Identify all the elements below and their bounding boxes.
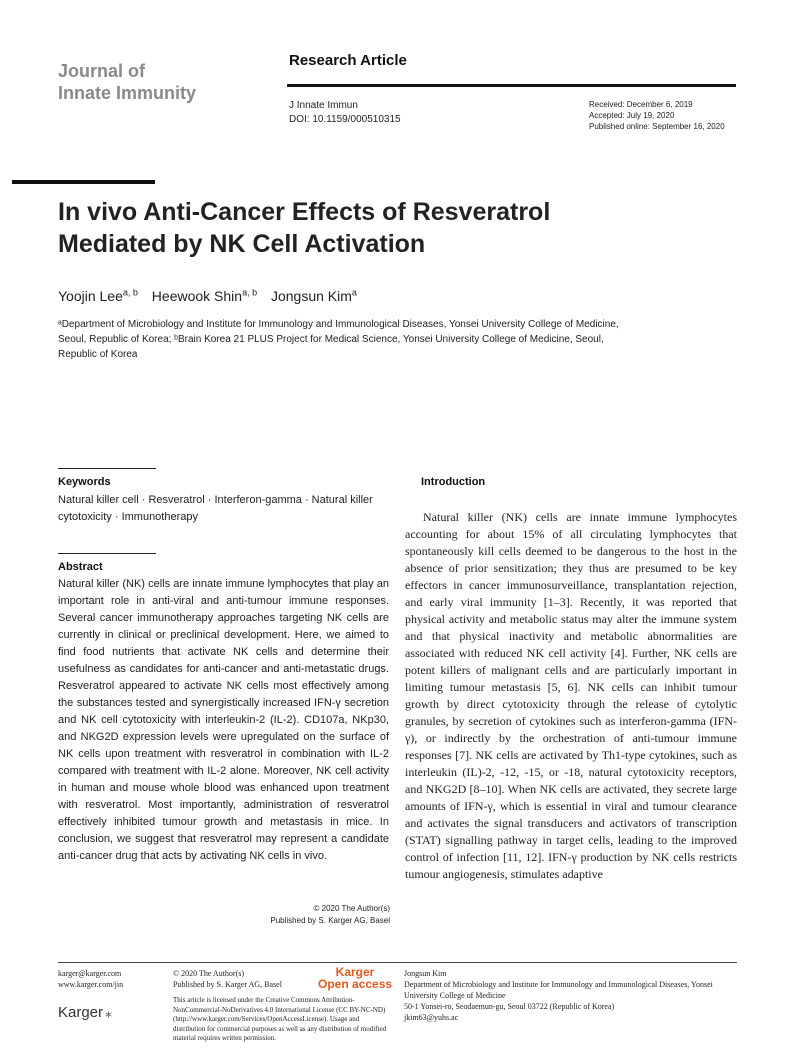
dates-meta — [589, 99, 725, 132]
article-type: Research Article — [289, 52, 407, 69]
abstract-text: Natural killer (NK) cells are innate immune lymphocytes that play an important role in anti-viral and anti-tumour immune responses. Several cancer immunotherapy approaches targeting NK cells are currently in clinical or preclinical development. Here, we aimed to find food nutrients that activate NK cells and determine their usefulness as candidates for anti-cancer and anti-metastatic drugs. Resveratrol appeared to activate NK cells most effectively among the substances tested and synergistically increased IFN-γ secretion and NK cell cytotoxicity with interleukin-2 (IL-2). CD107a, NKp30, and NKG2D expression levels were upregulated on the surface of NK cells upon treatment with resveratrol in combination with IL-2 compared with treatment with IL-2 alone. Moreover, NK cell activity in human and mouse whole blood was enhanced upon treatment with resveratrol. Most importantly, administration of resveratrol effectively inhibited tumour growth and metastasis in mice. In conclusion, we suggest that resveratrol may represent a candidate anti-cancer drug that acts by activating NK cells in vivo. — [58, 578, 389, 862]
received-date: Received: December 6, 2019 — [589, 100, 693, 109]
publisher-contact — [58, 968, 123, 990]
publisher-website[interactable]: www.karger.com/jin — [58, 980, 124, 989]
title-line1: In vivo Anti-Cancer Effects of Resveratrol — [58, 198, 551, 226]
correspondence-email[interactable]: jkim63@yuhs.ac — [404, 1013, 459, 1022]
keywords-rule — [58, 468, 156, 469]
introduction-heading: Introduction — [421, 476, 486, 488]
journal-abbrev: J Innate Immun — [289, 100, 358, 111]
journal-name-line1: Journal of — [58, 61, 146, 81]
journal-name-line2: Innate Immunity — [58, 83, 197, 103]
author-list — [58, 287, 367, 304]
header-rule — [287, 84, 736, 87]
open-access-logo: Karger Open access — [318, 965, 393, 991]
citation-meta — [289, 99, 401, 127]
doi-link[interactable]: DOI: 10.1159/000510315 — [289, 114, 401, 125]
published-date: Published online: September 16, 2020 — [589, 122, 725, 131]
correspondence-name: Jongsun Kim — [404, 969, 447, 978]
affiliations: ᵃDepartment of Microbiology and Institute for Immunology and Immunological Diseases, Yonsei University College of Medicine, Seoul, Republic of Korea; ᵇBrain Korea 21 PLUS Project for Medical Science, Yonsei University College of Medicine, Seoul, Republic of Korea — [58, 319, 619, 360]
karger-logo: Karger ⁎ — [58, 1004, 113, 1021]
title-rule — [12, 180, 155, 184]
introduction-text: Natural killer (NK) cells are innate immune lymphocytes accounting for about 15% of all circulating lymphocytes that spontaneously kill cells deemed to be dangerous to the host in the absence of prior sensitization; they thus are presumed to be key effectors in cancer immunosurveillance, transplantation rejection, and early viral immunity [1–3]. Recently, it was reported that physical activity and metabolic status may alter the immune system and that physical inactivity and metabolic abnormalities are associated with reduced NK cell activity [4]. Further, NK cells are potent killers of malignant cells and are particularly important in limiting tumour metastasis [5, 6]. NK cells can inhibit tumour growth by direct cytotoxicity through the release of cytolytic granules, by secretion of cytokines such as interferon-gamma (IFN-γ), or indirectly by the orchestration of anti-tumour immune responses [7]. NK cells are activated by Th1-type cytokines, such as interleukin (IL)-2, -12, -15, or -18, natural cytotoxicity receptors, and NKG2D [8–10]. When NK cells are activated, they secrete large amounts of IFN-γ, which is essential in viral and tumour clearance and activates the signal transducers and activators of transcription (STAT) signalling pathway in target cells, leading to the improved control of infection [11, 12]. IFN-γ production by NK cells restricts tumour angiogenesis, stimulates adaptive — [405, 510, 737, 881]
keywords-heading: Keywords — [58, 476, 111, 488]
author[interactable]: Jongsun Kim$^a$ — [270, 287, 357, 304]
abstract-copyright: © 2020 The Author(s) Published by S. Karger AG, Basel — [270, 904, 390, 925]
keywords-text: Natural killer cell · Resveratrol · Interferon-gamma · Natural killer cytotoxicity · Immunotherapy — [58, 494, 373, 523]
journal-name — [58, 60, 196, 104]
title-line2: Mediated by NK Cell Activation — [58, 230, 426, 258]
correspondence-address: 50-1 Yonsei-ro, Seodaemun-gu, Seoul 03722 (Republic of Korea) — [404, 1002, 615, 1011]
footer-rule — [58, 962, 737, 963]
publisher-email[interactable]: karger@karger.com — [58, 969, 122, 978]
author[interactable]: Heewook Shin$^{a, b}$ — [151, 287, 258, 304]
accepted-date: Accepted: July 19, 2020 — [589, 111, 675, 120]
page-title — [58, 196, 698, 260]
correspondence-dept: Department of Microbiology and Institute for Immunology and Immunological Diseases, Yonsei University College of Medicine — [404, 980, 713, 1000]
abstract-rule — [58, 553, 156, 554]
starburst-icon: ⁎ — [105, 1004, 113, 1020]
correspondence — [404, 968, 737, 1023]
license-text: This article is licensed under the Creative Commons Attribution-NonCommercial-NoDerivatives 4.0 International License (CC BY-NC-ND) (http://www.karger.com/Services/OpenAccessLicense). Usage and distribution for commercial purposes as well as any distribution of modified material requires written permission. — [173, 996, 387, 1042]
author[interactable]: Yoojin Lee$^{a, b}$ — [58, 287, 138, 304]
footer-copyright: © 2020 The Author(s) Published by S. Karger AG, Basel — [173, 969, 282, 989]
abstract-heading: Abstract — [58, 561, 103, 573]
